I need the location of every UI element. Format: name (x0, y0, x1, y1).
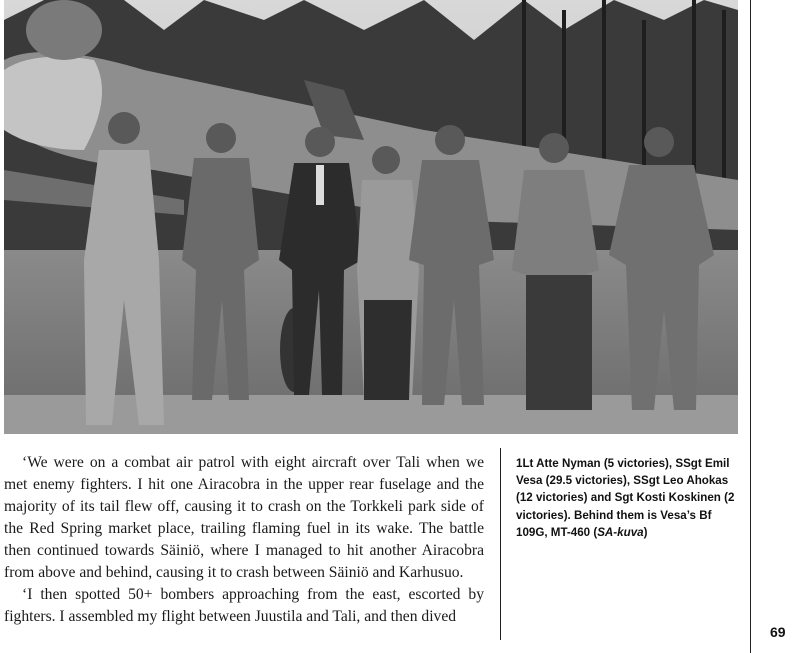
caption-text: 1Lt Atte Nyman (5 victories), SSgt Emil Vesa (29.5 victories), SSgt Leo Ahokas (12 victories) and Sgt Kosti Koskinen (2 victories). Behind them is Vesa’s Bf 109G, MT-460 ( (516, 457, 735, 539)
column-divider (500, 448, 501, 640)
paragraph-1: ‘We were on a combat air patrol with eight aircraft over Tali when we met enemy fighters. I hit one Airacobra in the upper rear fuselage and the majority of its tail flew off, causing it to crash on the Torkkeli park side of the Red Spring market place, trailing flaming fuel in its wake. The battle then continued towards Säiniö, where I managed to hit another Airacobra from above and behind, causing it to crash between Säiniö and Karhusuo. (4, 454, 484, 581)
page-edge-rule (750, 0, 751, 653)
photo-credit: SA-kuva (597, 525, 644, 539)
paragraph-2: ‘I then spotted 50+ bombers approaching from the east, escorted by fighters. I assembled my flight between Juustila and Tali, and then dived (4, 586, 484, 625)
group-photo (4, 0, 738, 434)
caption-close: ) (643, 525, 648, 539)
wartime-group-photo-icon (4, 0, 738, 434)
page-number: 69 (770, 624, 786, 640)
photo-caption (516, 455, 738, 541)
body-text (4, 452, 484, 628)
